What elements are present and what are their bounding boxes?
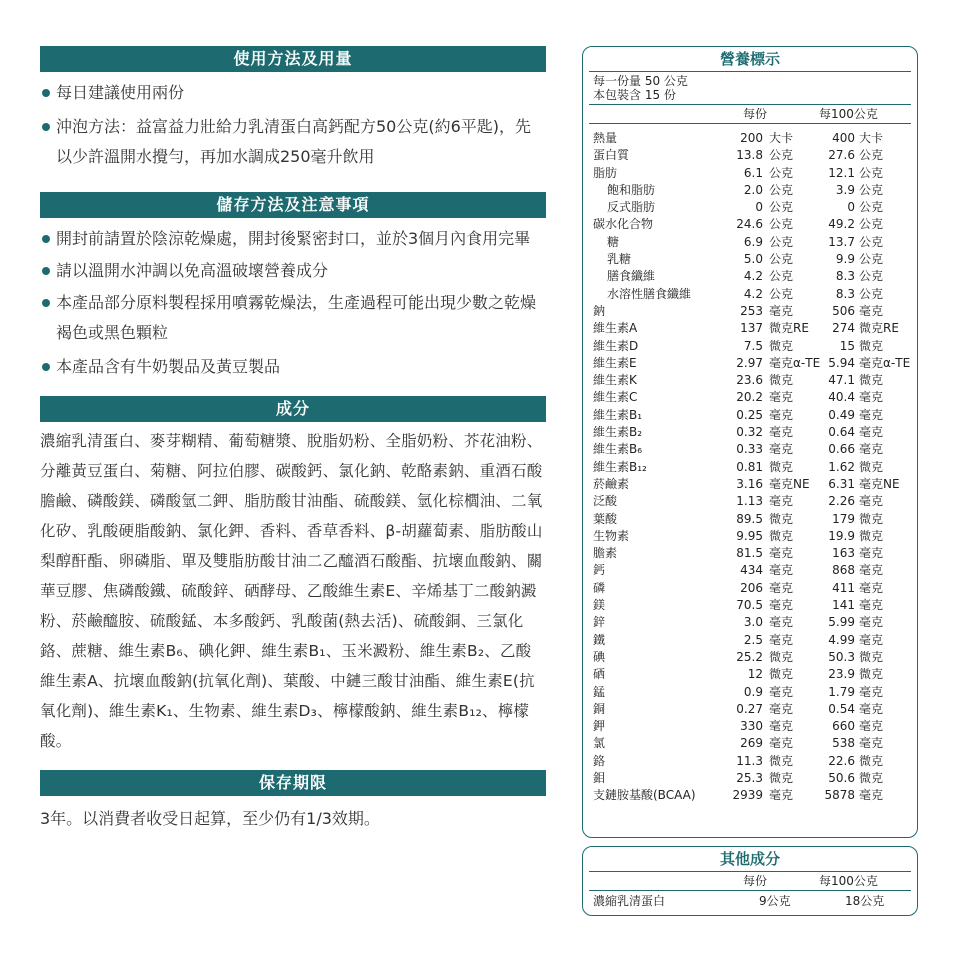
nutrition-row — [583, 493, 917, 510]
per-100g-value: 27.6 — [828, 148, 855, 163]
storage-item: 本產品部分原料製程採用噴霧乾燥法，生產過程可能出現少數之乾燥褐色或黑色顆粒 — [40, 288, 546, 348]
per-serving-value: 20.2 — [736, 390, 763, 405]
per-100g-unit: 毫克 — [859, 494, 884, 509]
per-100g-value: 15 — [839, 338, 855, 353]
per-100g-value: 50.6 — [828, 770, 855, 785]
per-serving-value: 2939 — [732, 788, 763, 803]
nutrition-row — [583, 130, 917, 147]
nutrition-row — [583, 753, 917, 770]
nutrition-row — [583, 303, 917, 320]
nutrient-name: 磷 — [593, 580, 606, 595]
nutrition-row — [583, 562, 917, 579]
per-100g-unit: 微克 — [859, 649, 884, 664]
per-serving-value: 11.3 — [736, 753, 763, 768]
nutrient-name: 水溶性膳食纖維 — [607, 286, 692, 301]
nutrient-name: 鐵 — [593, 632, 606, 647]
nutrition-column-header — [583, 105, 917, 123]
per-100g-unit: 毫克 — [859, 719, 884, 734]
serving-info — [583, 72, 917, 104]
per-100g-value: 0.66 — [828, 442, 855, 457]
nutrition-row — [583, 666, 917, 683]
nutrient-name: 乳糖 — [607, 252, 632, 267]
per-100g-unit: 毫克 — [859, 598, 884, 613]
per-100g-value: 868 — [832, 563, 855, 578]
per-100g-value: 660 — [832, 719, 855, 734]
per-100g-unit: 毫克 — [859, 615, 884, 630]
per-serving-value: 0.32 — [736, 425, 763, 440]
per-100g-value: 50.3 — [828, 649, 855, 664]
nutrition-row — [583, 407, 917, 424]
per-serving-value: 5.0 — [743, 252, 763, 267]
storage-list — [40, 224, 546, 382]
nutrition-row — [583, 320, 917, 337]
per-100g-unit: 微克 — [859, 459, 884, 474]
per-serving-unit: 微克 — [769, 770, 794, 785]
per-100g-value: 0 — [847, 200, 855, 215]
nutrient-name: 鈣 — [593, 563, 606, 578]
other-col-per-serving: 每份 — [743, 874, 768, 888]
left-column — [40, 46, 546, 834]
per-serving-unit: 公克 — [769, 148, 794, 163]
per-100g-unit: 微克 — [859, 511, 884, 526]
per-serving-unit: 大卡 — [769, 131, 794, 145]
per-serving-value: 7.5 — [743, 338, 763, 353]
per-100g-value: 6.31 — [828, 476, 855, 491]
per-100g-value: 0.64 — [828, 425, 855, 440]
per-100g-unit: 微克RE — [859, 321, 899, 336]
per-100g-value: 47.1 — [828, 373, 855, 388]
per-serving-unit: 毫克 — [769, 788, 794, 803]
per-100g-unit: 大卡 — [859, 131, 884, 145]
per-serving-value: 70.5 — [736, 598, 763, 613]
nutrient-name: 反式脂肪 — [607, 200, 656, 215]
other-name: 濃縮乳清蛋白 — [593, 894, 666, 908]
nutrient-name: 硒 — [593, 667, 606, 682]
per-serving-unit: 毫克 — [769, 580, 794, 595]
nutrition-row — [583, 735, 917, 752]
per-serving-value: 206 — [740, 580, 763, 595]
per-100g-unit: 公克 — [859, 269, 884, 284]
per-serving-value: 253 — [740, 303, 763, 318]
nutrition-row — [583, 165, 917, 182]
nutrient-name: 泛酸 — [593, 494, 618, 509]
per-serving-unit: 毫克 — [769, 546, 794, 561]
per-serving-value: 4.2 — [743, 269, 763, 284]
nutrient-name: 糖 — [607, 234, 620, 249]
per-100g-value: 22.6 — [828, 753, 855, 768]
per-100g-unit: 毫克 — [859, 701, 884, 716]
nutrition-row — [583, 338, 917, 355]
col-per-100g: 每100公克 — [819, 107, 878, 121]
nutrition-row — [583, 251, 917, 268]
per-100g-unit: 公克 — [859, 148, 884, 163]
per-100g-value: 3.9 — [835, 182, 855, 197]
per-100g-unit: 毫克 — [859, 788, 884, 803]
per-serving-unit: 毫克 — [769, 563, 794, 578]
nutrition-row — [583, 355, 917, 372]
per-100g-unit: 毫克 — [859, 442, 884, 457]
per-serving-value: 89.5 — [736, 511, 763, 526]
nutrition-row — [583, 199, 917, 216]
storage-item: 開封前請置於陰涼乾燥處，開封後緊密封口，並於3個月內食用完畢 — [40, 224, 546, 254]
other-title: 其他成分 — [719, 850, 780, 868]
per-serving-value: 6.1 — [743, 165, 763, 180]
per-100g-value: 12.1 — [828, 165, 855, 180]
per-serving-value: 12 — [747, 667, 763, 682]
per-serving-unit: 微克 — [769, 528, 794, 543]
per-100g-unit: 毫克α-TE — [859, 355, 911, 370]
nutrition-row — [583, 580, 917, 597]
nutrition-row — [583, 234, 917, 251]
per-100g-value: 141 — [832, 598, 855, 613]
nutrition-panel — [582, 46, 918, 838]
per-100g-unit: 毫克 — [859, 390, 884, 405]
per-serving-unit: 微克 — [769, 511, 794, 526]
per-100g-unit: 公克 — [859, 182, 884, 197]
per-100g-unit: 毫克NE — [859, 476, 900, 491]
per-serving-value: 4.2 — [743, 286, 763, 301]
per-serving-value: 2.97 — [736, 355, 763, 370]
per-serving-value: 330 — [740, 719, 763, 734]
per-serving-value: 81.5 — [736, 546, 763, 561]
other-row — [583, 891, 917, 911]
per-100g-unit: 微克 — [859, 770, 884, 785]
storage-item: 請以溫開水沖調以免高溫破壞營養成分 — [40, 256, 546, 286]
nutrient-name: 維生素C — [593, 390, 638, 405]
nutrient-name: 脂肪 — [593, 165, 618, 180]
per-100g-value: 5.99 — [828, 615, 855, 630]
serving-size: 每一份量 50 公克 — [593, 74, 688, 88]
per-100g-unit: 毫克 — [859, 563, 884, 578]
per-100g-unit: 公克 — [859, 286, 884, 301]
per-serving-value: 1.13 — [736, 494, 763, 509]
per-serving-unit: 毫克 — [769, 701, 794, 716]
nutrition-row — [583, 216, 917, 233]
per-100g-value: 2.26 — [828, 494, 855, 509]
usage-title: 使用方法及用量 — [40, 46, 546, 72]
per-serving-value: 0.25 — [736, 407, 763, 422]
nutrition-row — [583, 441, 917, 458]
per-serving-unit: 公克 — [769, 217, 794, 232]
nutrition-row — [583, 424, 917, 441]
nutrient-name: 銅 — [593, 701, 606, 716]
nutrient-name: 鎂 — [593, 598, 606, 613]
per-100g-value: 9.9 — [835, 252, 855, 267]
nutrient-name: 熱量 — [593, 131, 618, 145]
per-100g-unit: 毫克 — [859, 546, 884, 561]
per-serving-unit: 毫克 — [769, 684, 794, 699]
nutrient-name: 鉻 — [593, 753, 606, 768]
per-serving-unit: 微克 — [769, 459, 794, 474]
per-serving-unit: 毫克 — [769, 442, 794, 457]
per-100g-unit: 公克 — [859, 165, 884, 180]
nutrition-row — [583, 701, 917, 718]
per-serving-value: 137 — [740, 321, 763, 336]
per-100g-value: 40.4 — [828, 390, 855, 405]
usage-item: 每日建議使用兩份 — [40, 78, 546, 108]
per-100g-value: 538 — [832, 736, 855, 751]
per-100g-unit: 微克 — [859, 338, 884, 353]
per-serving-unit: 毫克 — [769, 598, 794, 613]
nutrition-row — [583, 511, 917, 528]
per-100g-value: 23.9 — [828, 667, 855, 682]
per-serving-value: 25.3 — [736, 770, 763, 785]
nutrient-name: 鉬 — [593, 770, 606, 785]
nutrient-name: 鉀 — [593, 719, 606, 734]
per-100g-unit: 微克 — [859, 753, 884, 768]
per-100g-unit: 毫克 — [859, 580, 884, 595]
nutrition-row — [583, 268, 917, 285]
ingredients-text: 濃縮乳清蛋白、麥芽糊精、葡萄糖漿、脫脂奶粉、全脂奶粉、芥花油粉、分離黃豆蛋白、菊糖、阿拉伯膠、碳酸鈣、氯化鈉、乾酪素鈉、重酒石酸膽鹼、磷酸鎂、磷酸氫二鉀、脂肪酸甘油酯、硫酸鎂、氫化棕櫚油、二氧化矽、乳酸硬脂酸鈉、氯化鉀、香料、香草香料、β-胡蘿蔔素、脂肪酸山梨醇酐酯、卵磷脂、單及雙脂肪酸甘油二乙醯酒石酸酯、抗壞血酸鈉、關華豆膠、焦磷酸鐵、硫酸鋅、硒酵母、乙酸維生素E、辛烯基丁二酸鈉澱粉、菸鹼醯胺、硫酸錳、本多酸鈣、乳酸菌(熱去活)、硫酸銅、三氯化鉻、蔗糖、維生素B₆、碘化鉀、維生素B₁、玉米澱粉、維生素B₂、乙酸維生素A、抗壞血酸鈉(抗氧化劑)、葉酸、中鏈三酸甘油酯、維生素E(抗氧化劑)、維生素K₁、生物素、維生素D₃、檸檬酸鈉、維生素B₁₂、檸檬酸。 — [40, 432, 543, 750]
storage-title: 儲存方法及注意事項 — [40, 192, 546, 218]
per-serving-unit: 微克 — [769, 373, 794, 388]
nutrition-row — [583, 632, 917, 649]
nutrient-name: 葉酸 — [593, 511, 618, 526]
nutrition-row — [583, 684, 917, 701]
per-serving-unit: 毫克 — [769, 407, 794, 422]
per-100g-value: 8.3 — [835, 286, 855, 301]
per-serving-unit: 公克 — [769, 200, 794, 215]
per-serving-value: 2.5 — [743, 632, 763, 647]
nutrient-name: 維生素E — [593, 355, 637, 370]
per-100g-value: 0.49 — [828, 407, 855, 422]
nutrient-name: 蛋白質 — [593, 148, 630, 163]
nutrition-title: 營養標示 — [719, 50, 780, 68]
per-serving-unit: 公克 — [769, 165, 794, 180]
per-serving-value: 0.81 — [736, 459, 763, 474]
per-100g-value: 179 — [832, 511, 855, 526]
nutrition-row — [583, 770, 917, 787]
per-serving-value: 269 — [740, 736, 763, 751]
per-serving-unit: 公克 — [769, 182, 794, 197]
per-100g-unit: 毫克 — [859, 407, 884, 422]
per-serving-unit: 毫克α-TE — [769, 355, 821, 370]
per-serving-unit: 微克 — [769, 667, 794, 682]
nutrient-name: 飽和脂肪 — [607, 182, 656, 197]
nutrition-row — [583, 459, 917, 476]
nutrition-row — [583, 372, 917, 389]
per-serving-unit: 公克 — [769, 286, 794, 301]
per-serving-value: 0.9 — [743, 684, 763, 699]
nutrition-row — [583, 787, 917, 804]
per-serving-unit: 毫克 — [769, 615, 794, 630]
per-serving-value: 0 — [755, 200, 763, 215]
per-serving-value: 13.8 — [736, 148, 763, 163]
per-100g-value: 506 — [832, 303, 855, 318]
per-100g-value: 400 — [832, 131, 855, 145]
nutrient-name: 維生素D — [593, 338, 639, 353]
per-serving-value: 23.6 — [736, 373, 763, 388]
per-serving-unit: 毫克 — [769, 425, 794, 440]
per-100g-unit: 公克 — [859, 217, 884, 232]
usage-list — [40, 78, 546, 172]
per-serving-value: 0.27 — [736, 701, 763, 716]
per-100g-unit: 毫克 — [859, 632, 884, 647]
per-100g-value: 411 — [832, 580, 855, 595]
other-col-per-100g: 每100公克 — [819, 874, 878, 888]
other-ingredients-panel — [582, 846, 918, 916]
per-100g-unit: 毫克 — [859, 425, 884, 440]
other-column-header — [583, 872, 917, 890]
per-serving-unit: 微克 — [769, 338, 794, 353]
nutrition-row — [583, 649, 917, 666]
per-100g-unit: 公克 — [859, 252, 884, 267]
per-serving-unit: 公克 — [769, 269, 794, 284]
nutrition-row — [583, 528, 917, 545]
nutrient-name: 錳 — [593, 684, 606, 699]
nutrient-name: 碘 — [593, 649, 606, 664]
per-serving-value: 6.9 — [743, 234, 763, 249]
nutrition-row — [583, 147, 917, 164]
per-serving-value: 3.16 — [736, 476, 763, 491]
col-per-serving: 每份 — [743, 107, 768, 121]
per-serving-unit: 公克 — [769, 234, 794, 249]
per-serving-value: 2.0 — [743, 182, 763, 197]
per-100g-unit: 微克 — [859, 667, 884, 682]
per-serving-unit: 微克 — [769, 649, 794, 664]
other-v1: 9公克 — [759, 894, 791, 908]
servings-per-package: 本包裝含 15 份 — [593, 88, 676, 102]
other-v2: 18公克 — [845, 894, 885, 908]
per-serving-value: 0.33 — [736, 442, 763, 457]
nutrient-name: 膽素 — [593, 546, 618, 561]
per-100g-unit: 微克 — [859, 528, 884, 543]
nutrition-row — [583, 718, 917, 735]
nutrient-name: 維生素A — [593, 321, 638, 336]
per-100g-unit: 毫克 — [859, 736, 884, 751]
nutrition-rows — [583, 124, 917, 805]
per-100g-value: 4.99 — [828, 632, 855, 647]
nutrition-row — [583, 597, 917, 614]
nutrition-row — [583, 476, 917, 493]
per-serving-unit: 毫克 — [769, 719, 794, 734]
nutrient-name: 生物素 — [593, 528, 630, 543]
nutrient-name: 維生素B₁ — [593, 407, 643, 422]
nutrient-name: 鋅 — [593, 615, 606, 630]
per-100g-value: 19.9 — [828, 528, 855, 543]
per-100g-unit: 毫克 — [859, 684, 884, 699]
per-serving-value: 3.0 — [743, 615, 763, 630]
nutrient-name: 維生素K — [593, 373, 637, 388]
per-100g-value: 1.79 — [828, 684, 855, 699]
per-serving-unit: 毫克NE — [769, 476, 810, 491]
per-serving-value: 25.2 — [736, 649, 763, 664]
per-100g-unit: 毫克 — [859, 303, 884, 318]
nutrition-row — [583, 286, 917, 303]
nutrition-row — [583, 614, 917, 631]
per-serving-unit: 毫克 — [769, 390, 794, 405]
nutrition-row — [583, 389, 917, 406]
per-serving-unit: 毫克 — [769, 494, 794, 509]
per-serving-unit: 毫克 — [769, 632, 794, 647]
nutrient-name: 氯 — [593, 736, 606, 751]
nutrition-row — [583, 182, 917, 199]
per-100g-unit: 公克 — [859, 234, 884, 249]
per-serving-value: 24.6 — [736, 217, 763, 232]
per-100g-value: 0.54 — [828, 701, 855, 716]
per-serving-unit: 毫克 — [769, 303, 794, 318]
per-serving-unit: 公克 — [769, 252, 794, 267]
per-100g-value: 5878 — [824, 788, 855, 803]
per-100g-value: 163 — [832, 546, 855, 561]
usage-item: 沖泡方法：益富益力壯給力乳清蛋白高鈣配方50公克(約6平匙)，先以少許溫開水攪勻，再加水調成250毫升飲用 — [40, 112, 546, 172]
per-100g-value: 274 — [832, 321, 855, 336]
per-serving-unit: 微克RE — [769, 321, 809, 336]
nutrient-name: 支鏈胺基酸(BCAA) — [593, 788, 696, 803]
per-100g-value: 49.2 — [828, 217, 855, 232]
nutrient-name: 菸鹼素 — [593, 476, 630, 491]
nutrient-name: 鈉 — [593, 303, 606, 318]
per-100g-value: 1.62 — [828, 459, 855, 474]
shelf-life-text: 3年。以消費者收受日起算，至少仍有1/3效期。 — [40, 809, 380, 828]
nutrient-name: 膳食纖維 — [607, 269, 656, 284]
nutrient-name: 碳水化合物 — [593, 217, 654, 232]
per-serving-value: 434 — [740, 563, 763, 578]
shelf-life-title: 保存期限 — [40, 770, 546, 796]
per-100g-value: 5.94 — [828, 355, 855, 370]
per-100g-unit: 微克 — [859, 373, 884, 388]
per-100g-value: 8.3 — [835, 269, 855, 284]
storage-item: 本產品含有牛奶製品及黃豆製品 — [40, 352, 546, 382]
per-serving-value: 200 — [740, 131, 763, 145]
per-serving-unit: 微克 — [769, 753, 794, 768]
per-serving-value: 9.95 — [736, 528, 763, 543]
per-100g-unit: 公克 — [859, 200, 884, 215]
per-100g-value: 13.7 — [828, 234, 855, 249]
nutrient-name: 維生素B₆ — [593, 442, 643, 457]
nutrient-name: 維生素B₁₂ — [593, 459, 647, 474]
per-serving-unit: 毫克 — [769, 736, 794, 751]
ingredients-title: 成分 — [40, 396, 546, 422]
nutrient-name: 維生素B₂ — [593, 425, 643, 440]
nutrition-row — [583, 545, 917, 562]
